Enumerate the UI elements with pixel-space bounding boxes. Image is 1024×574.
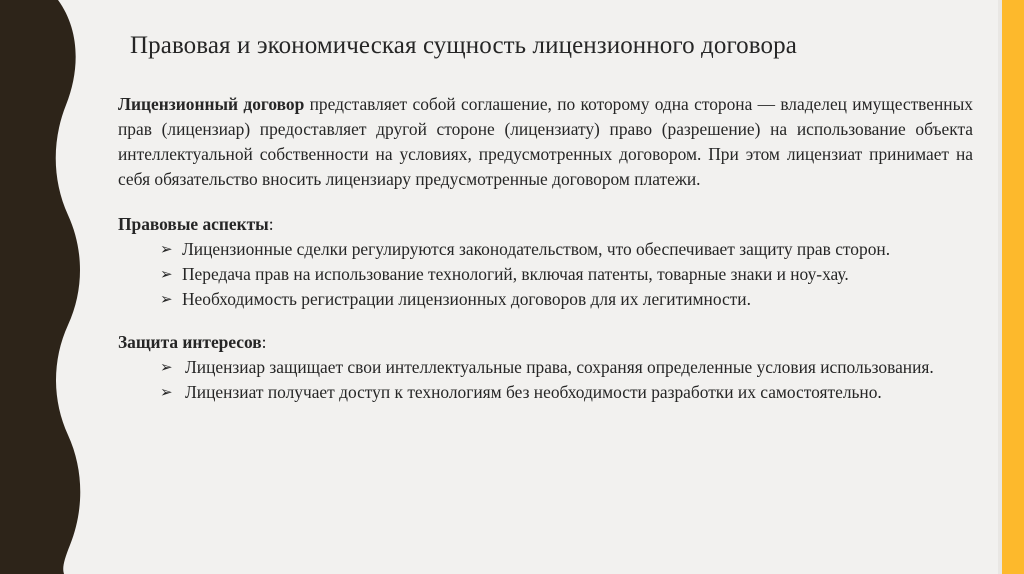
list-item [160,262,973,287]
intro-text: представляет собой соглашение, по которому одна сторона — владелец имущественных прав (лицензиар) предоставляет другой стороне (лицензиату) право (разрешение) на использование объекта интеллектуальной собственности на условиях, предусмотренных договором. При этом лицензиат принимает на себя обязательство вносить лицензиару предусмотренные договором платежи. [118,94,973,189]
intro-term: Лицензионный договор [118,94,305,114]
list-item-text: Лицензиар защищает свои интеллектуальные права, сохраняя определенные условия использования. [185,357,934,377]
protection-heading [118,330,973,355]
arrow-bullet-icon: ➢ [160,265,173,283]
list-item-text: Необходимость регистрации лицензионных договоров для их легитимности. [182,289,751,309]
arrow-bullet-icon: ➢ [160,290,173,308]
legal-aspects-list [118,237,973,312]
legal-aspects-heading [118,212,973,237]
list-item-text: Лицензионные сделки регулируются законодательством, что обеспечивает защиту прав сторон. [182,239,891,259]
slide-title: Правовая и экономическая сущность лицензионного договора [130,32,797,59]
decorative-left-band [0,0,90,574]
list-item-text: Лицензиат получает доступ к технологиям без необходимости разработки их самостоятельно. [185,382,882,402]
protection-list [118,355,973,405]
arrow-bullet-icon: ➢ [160,358,173,376]
protection-heading-colon: : [261,332,267,352]
intro-paragraph [118,92,973,192]
protection-heading-text: Защита интересов [118,332,262,352]
slide-content [118,92,973,405]
legal-heading-text: Правовые аспекты [118,214,269,234]
list-item [160,355,973,380]
list-item [160,380,973,405]
accent-right-band [1002,0,1024,574]
arrow-bullet-icon: ➢ [160,383,173,401]
list-item [160,237,973,262]
legal-heading-colon: : [268,214,274,234]
list-item-text: Передача прав на использование технологий, включая патенты, товарные знаки и ноу-хау. [182,264,849,284]
arrow-bullet-icon: ➢ [160,240,173,258]
list-item [160,287,973,312]
